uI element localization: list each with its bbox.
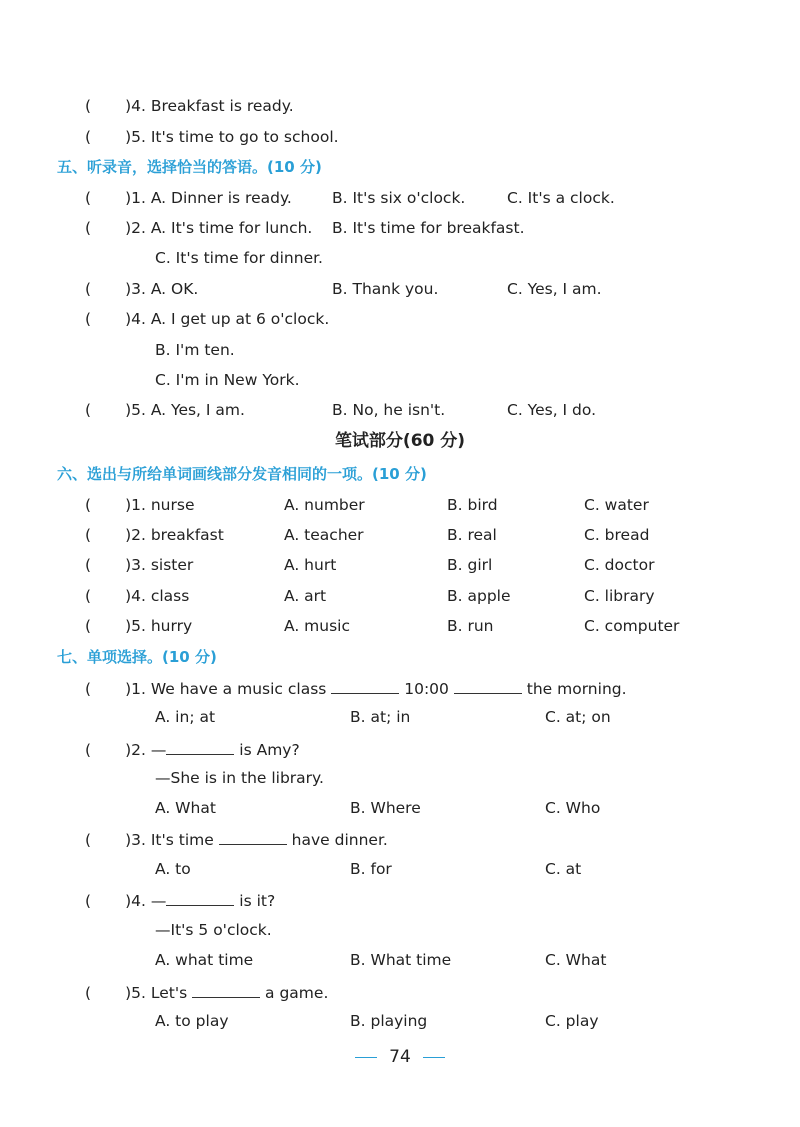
question-row: ( )5. Let's a game. [85,981,328,1003]
question-number: )4. [125,587,146,605]
question-row: ( )2. A. It's time for lunch. [85,219,313,237]
question-row: ( )4. — is it? [85,889,275,911]
footer-dash [355,1057,377,1058]
page-number: 74 [389,1047,411,1067]
option-a: A. Dinner is ready. [150,189,292,207]
option-a: A. music [284,617,351,635]
option-c: C. at [545,860,582,878]
given-word: hurry [150,617,193,635]
option-b: B. No, he isn't. [332,401,446,419]
question-number: )5. [125,984,146,1002]
question-text: is Amy? [239,741,300,759]
question-row: ( )1. A. Dinner is ready. [85,189,292,207]
option-a: A. what time [155,951,254,969]
option-c: C. bread [584,526,650,544]
option-c: C. Yes, I am. [507,280,602,298]
question-number: )1. [125,189,146,207]
question-row: ( )3. A. OK. [85,280,199,298]
option-b: B. at; in [350,708,411,726]
option-b: B. real [447,526,497,544]
question-text: the morning. [526,680,627,698]
option-a: A. to [155,860,191,878]
option-c: C. computer [584,617,680,635]
option-a: A. in; at [155,708,216,726]
question-text: a game. [265,984,329,1002]
option-c: C. Who [545,799,601,817]
option-b: B. playing [350,1012,428,1030]
option-c: C. I'm in New York. [155,371,300,389]
option-c: C. water [584,496,649,514]
part-title: 笔试部分(60 分) [334,431,466,451]
option-a: A. OK. [150,280,199,298]
option-c: C. doctor [584,556,655,574]
option-c: C. at; on [545,708,611,726]
question-text: Let's [150,984,188,1002]
question-row: ( )2. — is Amy? [85,738,300,760]
option-a: A. It's time for lunch. [150,219,313,237]
given-word: nurse [150,496,195,514]
question-number: )2. [125,219,146,237]
option-b: B. girl [447,556,493,574]
section-heading: 五、听录音，选择恰当的答语。(10 分) [57,158,322,176]
section-heading: 七、单项选择。(10 分) [57,648,217,666]
question-number: )5. [125,401,146,419]
given-word: breakfast [150,526,224,544]
question-number: )3. [125,280,146,298]
option-c: C. It's time for dinner. [155,249,323,267]
option-b: B. bird [447,496,498,514]
option-b: B. for [350,860,392,878]
question-text: We have a music class [150,680,327,698]
given-word: class [150,587,190,605]
question-row: ( )4. Breakfast is ready. [85,97,294,115]
question-row: ( )4. A. I get up at 6 o'clock. [85,310,330,328]
answer-blank [454,677,522,694]
answer-blank [192,981,260,998]
question-row: ( )2. breakfast [85,526,224,544]
question-row: ( )1. nurse [85,496,195,514]
question-row: ( )3. It's time have dinner. [85,828,388,850]
question-text: have dinner. [291,831,388,849]
question-number: )3. [125,556,146,574]
answer-blank [166,738,234,755]
question-number: )4. [125,97,146,115]
option-a: A. to play [155,1012,229,1030]
option-c: C. library [584,587,655,605]
answer-line: —She is in the library. [155,769,324,787]
option-b: B. It's time for breakfast. [332,219,525,237]
question-row: ( )5. hurry [85,617,193,635]
question-row: ( )3. sister [85,556,194,574]
option-a: A. number [284,496,365,514]
answer-blank [219,828,287,845]
option-b: B. run [447,617,494,635]
question-text: — [150,892,167,910]
answer-line: —It's 5 o'clock. [155,921,272,939]
question-text: It's time to go to school. [150,128,339,146]
option-a: A. art [284,587,327,605]
option-a: A. teacher [284,526,364,544]
question-number: )5. [125,128,146,146]
answer-blank [166,889,234,906]
question-number: )1. [125,680,146,698]
question-number: )4. [125,892,146,910]
given-word: sister [150,556,194,574]
option-b: B. apple [447,587,511,605]
option-a: A. What [155,799,216,817]
option-c: C. Yes, I do. [507,401,597,419]
question-number: )2. [125,526,146,544]
question-number: )5. [125,617,146,635]
answer-blank [331,677,399,694]
option-a: A. Yes, I am. [150,401,245,419]
option-a: A. I get up at 6 o'clock. [150,310,330,328]
question-text: It's time [150,831,214,849]
footer-dash [423,1057,445,1058]
question-text: 10:00 [404,680,449,698]
option-b: B. I'm ten. [155,341,235,359]
option-c: C. It's a clock. [507,189,615,207]
option-b: B. It's six o'clock. [332,189,466,207]
option-b: B. Where [350,799,421,817]
question-row: ( )4. class [85,587,190,605]
question-number: )1. [125,496,146,514]
question-row: ( )5. It's time to go to school. [85,128,339,146]
question-text: — [150,741,167,759]
option-a: A. hurt [284,556,337,574]
question-text: Breakfast is ready. [150,97,294,115]
question-number: )4. [125,310,146,328]
question-text: is it? [239,892,276,910]
page-footer [0,1047,800,1067]
question-row: ( )5. A. Yes, I am. [85,401,245,419]
question-number: )2. [125,741,146,759]
option-c: C. play [545,1012,599,1030]
section-heading: 六、选出与所给单词画线部分发音相同的一项。(10 分) [57,465,427,483]
option-c: C. What [545,951,607,969]
question-number: )3. [125,831,146,849]
option-b: B. Thank you. [332,280,439,298]
option-b: B. What time [350,951,452,969]
question-row: ( )1. We have a music class 10:00 the morning. [85,677,627,699]
